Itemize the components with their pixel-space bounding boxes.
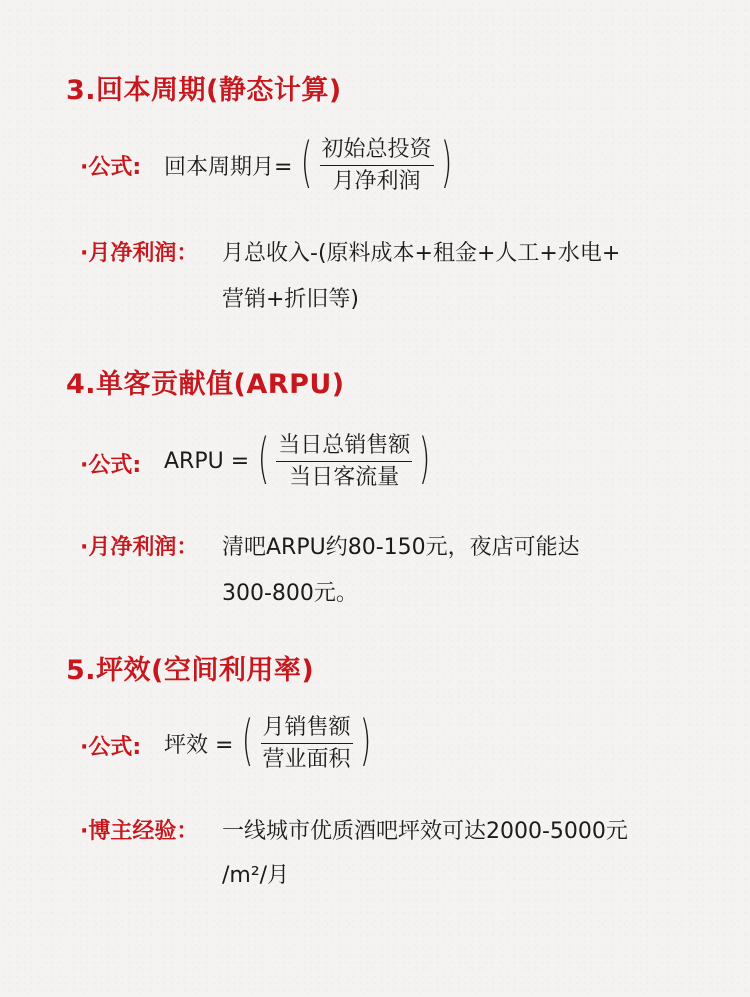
fraction bbox=[274, 432, 414, 491]
note-line: 营销+折旧等) bbox=[222, 287, 360, 312]
note-line: /m²/月 bbox=[222, 863, 290, 888]
fraction-denominator: 营业面积 bbox=[262, 746, 351, 772]
formula bbox=[164, 130, 457, 195]
note-line: 300-800元。 bbox=[222, 581, 358, 606]
formula bbox=[164, 708, 376, 773]
fraction bbox=[259, 714, 355, 773]
formula-lhs: 坪效 = bbox=[164, 733, 234, 758]
fraction-denominator: 当日客流量 bbox=[289, 464, 400, 490]
paren-close: ) bbox=[359, 708, 371, 772]
formula-lhs: 回本周期月= bbox=[164, 155, 293, 180]
section-heading: 3.回本周期(静态计算) bbox=[66, 75, 342, 106]
note-line: 清吧ARPU约80-150元，夜店可能达 bbox=[222, 535, 580, 560]
fraction bbox=[318, 136, 436, 195]
formula-label: ·公式: bbox=[80, 155, 142, 180]
section-heading: 5.坪效(空间利用率) bbox=[66, 655, 315, 686]
formula-lhs: ARPU = bbox=[164, 449, 250, 474]
note-line: 月总收入-(原料成本+租金+人工+水电+ bbox=[222, 241, 621, 266]
paren-open: ( bbox=[301, 130, 313, 194]
formula bbox=[164, 426, 435, 491]
note-label: ·博主经验： bbox=[80, 819, 199, 844]
fraction-numerator: 月销售额 bbox=[261, 714, 353, 744]
formula-label: ·公式: bbox=[80, 453, 142, 478]
paren-open: ( bbox=[242, 708, 254, 772]
fraction-numerator: 初始总投资 bbox=[320, 136, 434, 166]
fraction-denominator: 月净利润 bbox=[332, 168, 421, 194]
note-line: 一线城市优质酒吧坪效可达2000-5000元 bbox=[222, 819, 628, 844]
paren-close: ) bbox=[418, 426, 431, 490]
note-label: ·月净利润： bbox=[80, 535, 199, 560]
fraction-numerator: 当日总销售额 bbox=[276, 432, 412, 462]
section-heading: 4.单客贡献值(ARPU) bbox=[66, 369, 345, 400]
note-label: ·月净利润： bbox=[80, 241, 199, 266]
paren-close: ) bbox=[440, 130, 452, 194]
paren-open: ( bbox=[257, 426, 270, 490]
formula-label: ·公式: bbox=[80, 735, 142, 760]
